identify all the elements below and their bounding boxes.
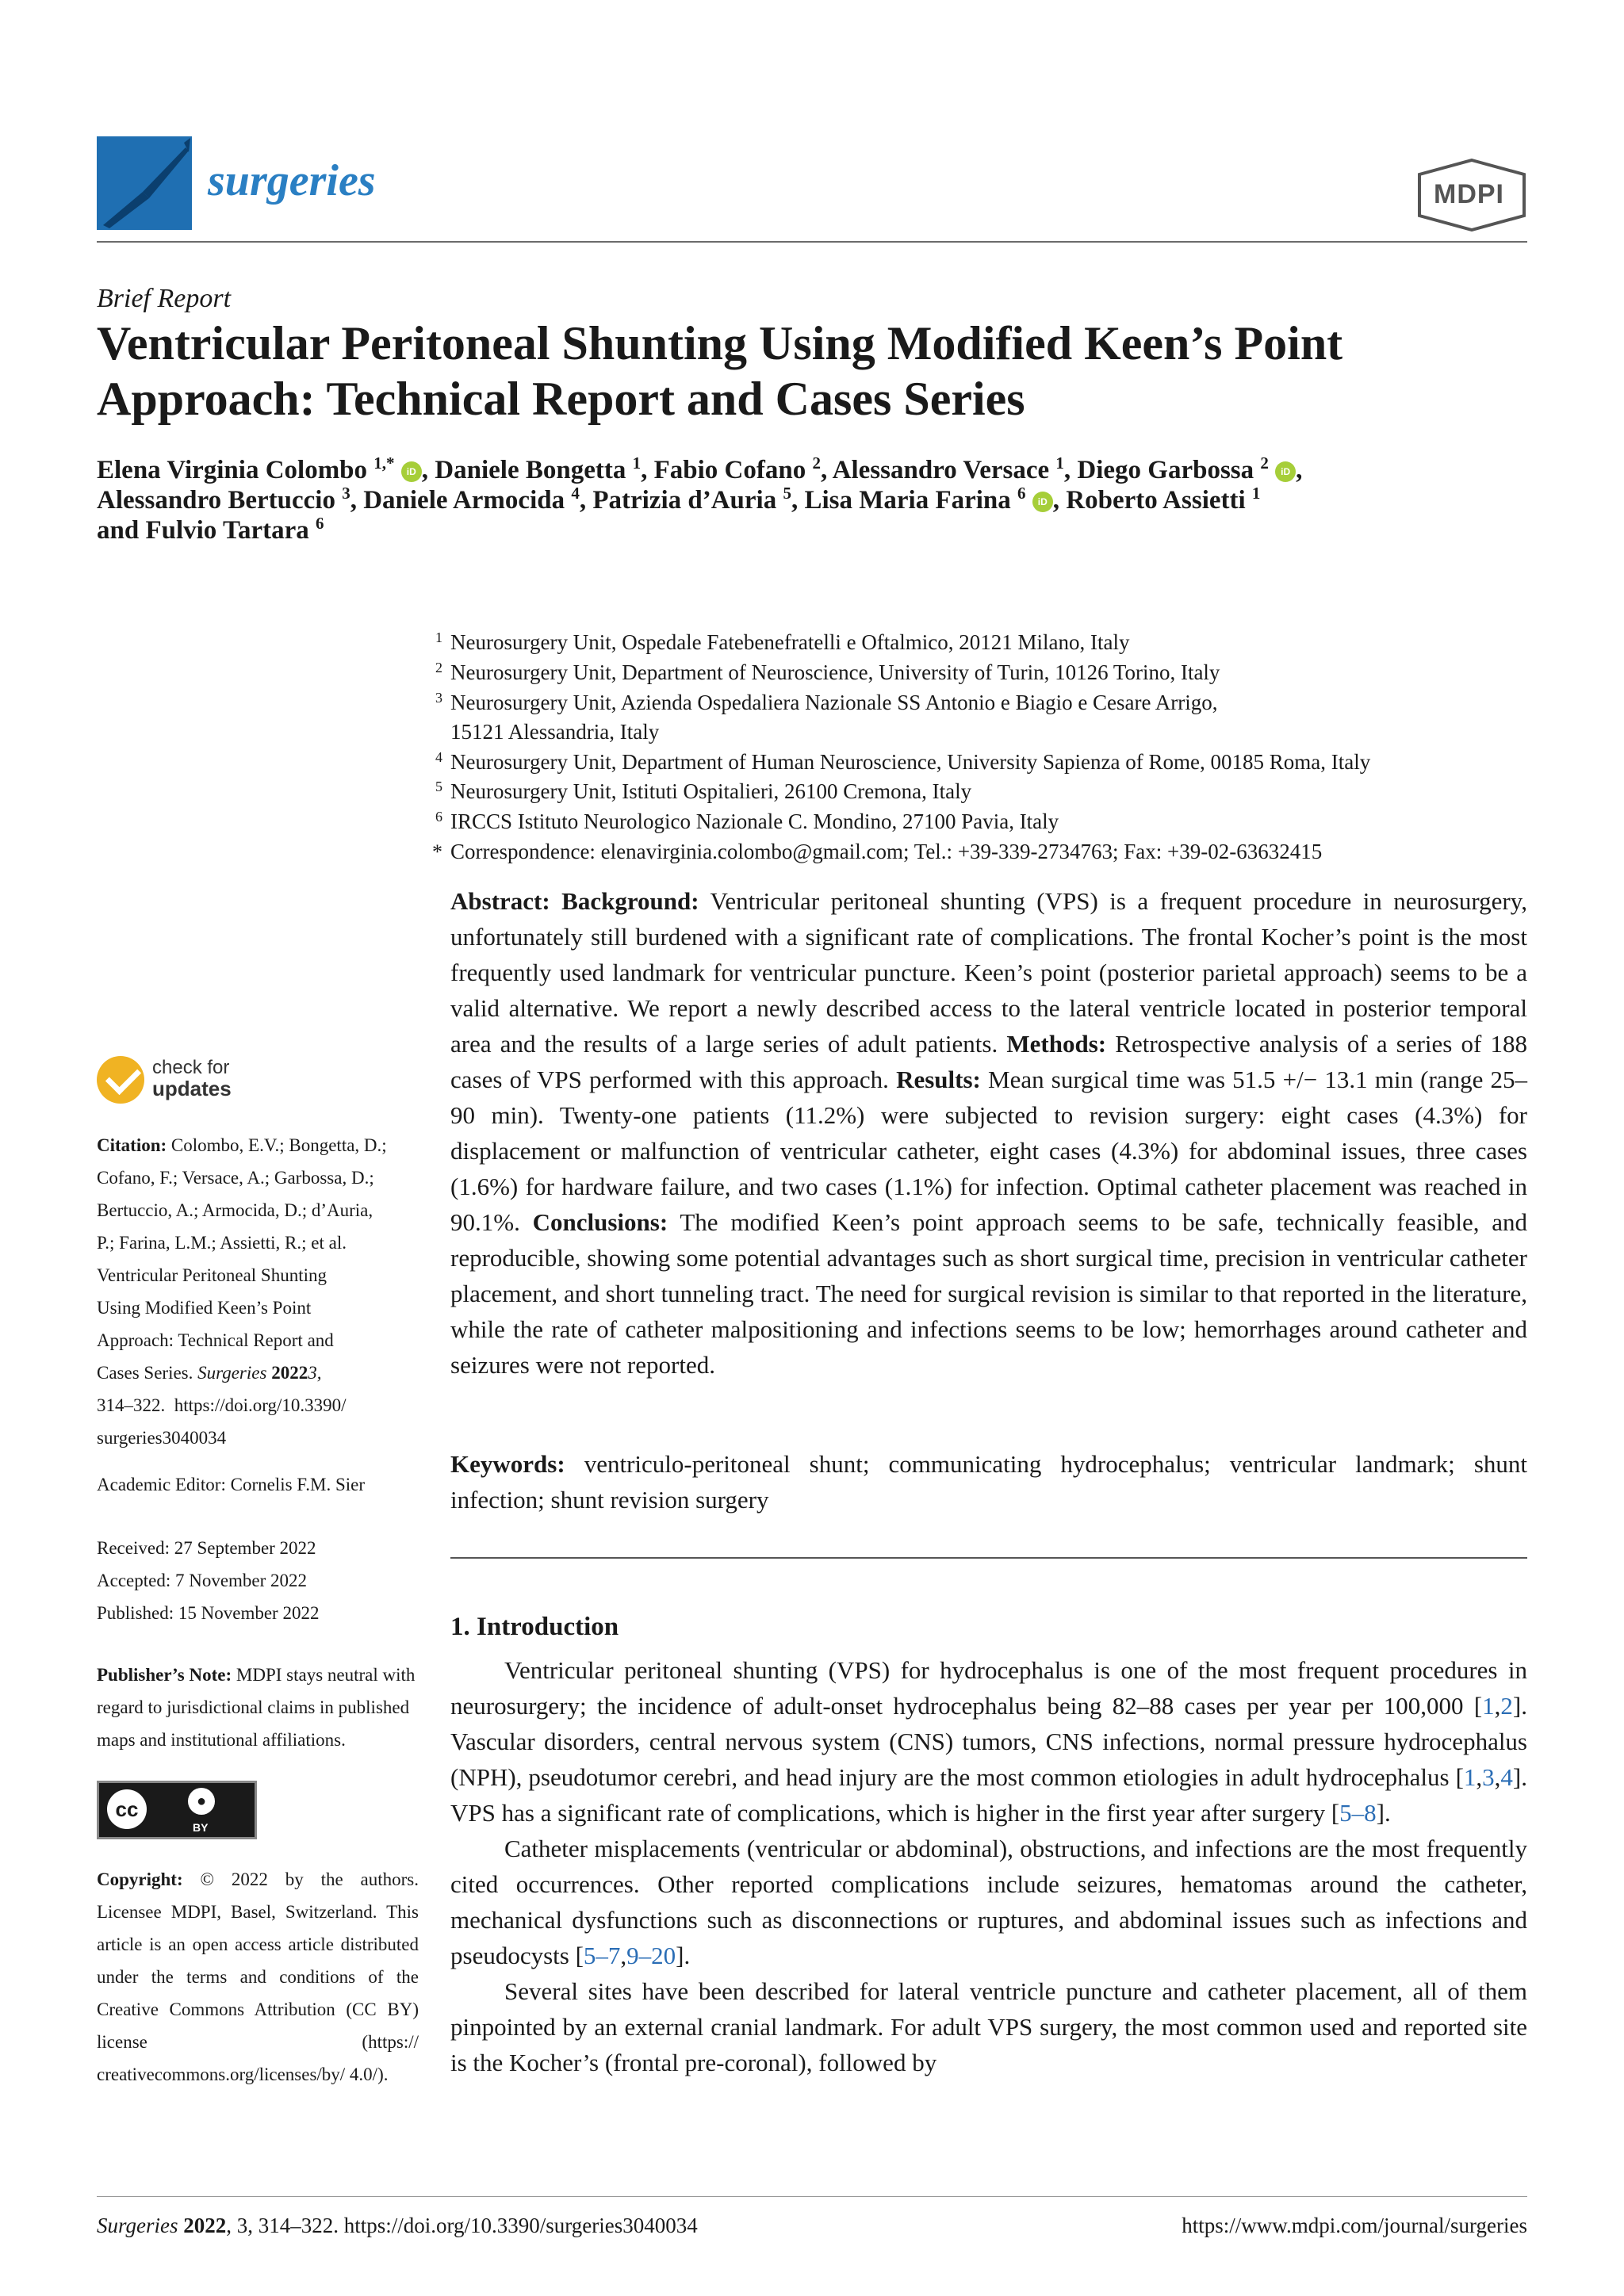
author-separator: ,	[350, 486, 364, 515]
journal-logo	[97, 136, 192, 230]
author-affiliation-sup: 5	[783, 484, 791, 503]
abstract: Abstract: Background: Ventricular peritoneal shunting (VPS) is a frequent procedure in neurosurgery, unfortunately still burdened with a significant rate of complications. The frontal Kocher’s point is the most frequently used landmark for ventricular puncture. Keen’s point (posterior parietal approach) seems to be a valid alternative. We report a newly described access to the lateral ventricle located in posterior temporal area and the results of a large series of adult patients. Methods: Retrospective analysis of a series of 188 cases of VPS performed with this approach. Results: Mean surgical time was 51.5 +/− 13.1 min (range 25–90 min). Twenty-one patients (11.2%) were subjected to revision surgery: eight cases (4.3%) for displacement or malfunction of ventricular catheter, eight cases (4.3%) for abdominal issues, three cases (1.6%) for hardware failure, and two cases (1.1%) for infection. Optimal catheter placement was reached in 90.1%. Conclusions: The modified Keen’s point approach seems to be safe, technically feasible, and reproducible, showing some potential advantages such as short surgical time, precision in ventricular catheter placement, and short tunneling tract. The need for surgical revision is similar to that reported in the literature, while the rate of catheter malpositioning and infections seems to be low; hemorrhages around catheter and seizures were not reported.	[450, 887, 1528, 1379]
author-name: Lisa Maria Farina	[804, 486, 1011, 515]
author-name: Daniele Armocida	[363, 486, 565, 515]
affiliation-item	[435, 628, 1529, 657]
author-affiliation-sup: 2	[812, 453, 821, 473]
affiliation-number: 6	[435, 809, 442, 825]
orcid-icon[interactable]: iD	[1275, 461, 1296, 482]
affiliation-text: Neurosurgery Unit, Department of Neuroscience, University of Turin, 10126 Torino, Italy	[450, 660, 1220, 684]
mdpi-logo[interactable]	[1416, 159, 1527, 232]
author-affiliation-sup: 2	[1260, 453, 1269, 473]
author-name: Roberto Assietti	[1066, 486, 1246, 515]
author-affiliation-sup: 6	[315, 514, 324, 533]
cc-icon: cc	[107, 1789, 147, 1829]
author-affiliation-sup: 6	[1017, 484, 1026, 503]
cc-by-license-badge[interactable]	[97, 1781, 257, 1839]
paragraph: Catheter misplacements (ventricular or abdominal), obstructions, and infections are the most frequently cited occurrences. Other reported complications include seizures, hematomas around the catheter, mechanical dysfunctions such as disconnections or ruptures, and abdominal issues such as infections and pseudocysts [5–7,9–20].	[450, 1835, 1527, 1969]
citation-link[interactable]: 1	[1482, 1692, 1495, 1720]
keywords: Keywords: ventriculo-peritoneal shunt; communicating hydrocephalus; ventricular landmark; shunt infection; shunt revision surgery	[450, 1450, 1528, 1513]
affiliation-number: 5	[435, 779, 442, 794]
affiliation-item	[435, 807, 1529, 836]
attribution-person-icon: ●	[188, 1788, 215, 1815]
author-separator: ,	[1052, 486, 1067, 515]
section-heading-introduction: 1. Introduction	[450, 1613, 619, 1641]
affiliation-text: IRCCS Istituto Neurologico Nazionale C. Mondino, 27100 Pavia, Italy	[450, 809, 1059, 833]
author-separator: ,	[791, 486, 805, 515]
author-separator: ,	[641, 456, 654, 484]
affiliation-number: 3	[435, 690, 442, 706]
author-name: Diego Garbossa	[1077, 456, 1254, 484]
academic-editor: Academic Editor: Cornelis F.M. Sier	[97, 1475, 365, 1494]
footer-divider	[97, 2196, 1527, 2197]
affiliation-item	[435, 688, 1529, 718]
author-separator: ,	[421, 456, 435, 484]
received-date: Received: 27 September 2022	[97, 1538, 316, 1558]
author-affiliation-sup: 1	[632, 453, 642, 473]
affiliation-text[interactable]: Correspondence: elenavirginia.colombo@gmail.com; Tel.: +39-339-2734763; Fax: +39-02-63632415	[450, 840, 1323, 863]
author-separator: ,	[1296, 456, 1303, 484]
author-affiliation-sup: 1	[1055, 453, 1064, 473]
author-separator: ,	[1063, 456, 1078, 484]
published-date: Published: 15 November 2022	[97, 1603, 320, 1623]
introduction-body	[450, 1652, 1527, 2080]
author-affiliation-sup: 1	[1251, 484, 1261, 503]
citation-link[interactable]: 5–8	[1339, 1799, 1377, 1827]
affiliation-text: Neurosurgery Unit, Istituti Ospitalieri, 26100 Cremona, Italy	[450, 779, 972, 803]
copyright-block: Copyright: © 2022 by the authors. Licensee MDPI, Basel, Switzerland. This article is an open access article distributed under the terms and conditions of the Creative Commons Attribution (CC BY) license (https:// creativecommons.org/licenses/by/ 4.0/).	[97, 1869, 419, 2084]
citation-link[interactable]: 1	[1463, 1763, 1477, 1791]
affiliation-item	[435, 748, 1529, 777]
check-for-updates-label[interactable]: check for updates	[152, 1057, 232, 1100]
author-separator: ,	[579, 486, 593, 515]
affiliation-number: 2	[435, 660, 442, 675]
article-type: Brief Report	[97, 284, 232, 313]
affiliation-number: *	[432, 840, 442, 863]
citation-link[interactable]: 3	[1482, 1763, 1495, 1791]
scalpel-icon	[97, 136, 192, 230]
citation-link[interactable]: 5–7	[583, 1942, 621, 1969]
footer-journal-url[interactable]: https://www.mdpi.com/journal/surgeries	[1182, 2214, 1527, 2237]
author-name: Patrizia d’Auria	[592, 486, 777, 515]
affiliation-item	[432, 837, 1529, 867]
affiliation-number: 1	[435, 629, 442, 645]
affiliation-item	[450, 718, 1529, 747]
paragraph: Ventricular peritoneal shunting (VPS) for hydrocephalus is one of the most frequent procedures in neurosurgery; the incidence of adult-onset hydrocephalus being 82–88 cases per year per 100,000 [1,2]. Vascular disorders, central nervous system (CNS) tumors, CNS infections, normal pressure hydrocephalus (NPH), pseudotumor cerebri, and head injury are the most common etiologies in adult hydrocephalus [1,3,4]. VPS has a significant rate of complications, which is higher in the first year after surgery [5–8].	[450, 1656, 1527, 1827]
citation-link[interactable]: 9–20	[626, 1942, 676, 1969]
journal-name[interactable]: surgeries	[208, 156, 376, 205]
affiliation-item	[435, 777, 1529, 806]
header-divider	[97, 241, 1527, 243]
citation-block: Citation: Colombo, E.V.; Bongetta, D.; Cofano, F.; Versace, A.; Garbossa, D.; Bertuccio, A.; Armocida, D.; d’Auria, P.; Farina, L.M.; Assietti, R.; et al. Ventricular Peritoneal Shunting Using Modified Keen’s Point Approach: Technical Report and Cases Series. Surgeries 20223, 314–322. https://doi.org/10.3390/ surgeries3040034	[97, 1135, 387, 1448]
mdpi-logo-text: MDPI	[1434, 179, 1504, 209]
citation-link[interactable]: 2	[1500, 1692, 1513, 1720]
author-name: Fabio Cofano	[653, 456, 806, 484]
author-list	[97, 455, 1527, 545]
citation-doi-link-cont[interactable]: surgeries3040034	[97, 1428, 227, 1448]
footer-citation: Surgeries 2022, 3, 314–322. https://doi.org/10.3390/surgeries3040034	[97, 2214, 698, 2237]
author-name: Elena Virginia Colombo	[97, 456, 368, 484]
affiliation-number: 4	[435, 749, 442, 765]
accepted-date: Accepted: 7 November 2022	[97, 1571, 308, 1590]
author-name: Alessandro Bertuccio	[97, 486, 335, 515]
orcid-icon[interactable]: iD	[1032, 492, 1053, 512]
citation-doi-link[interactable]: https://doi.org/10.3390/	[174, 1395, 347, 1415]
paragraph: Several sites have been described for lateral ventricle puncture and catheter placement, all of them pinpointed by an external cranial landmark. For adult VPS surgery, the most common used and reported site is the Kocher’s (frontal pre-coronal), followed by	[450, 1977, 1527, 2076]
article-title: Ventricular Peritoneal Shunting Using Modified Keen’s Point Approach: Technical Report and Cases Series	[97, 317, 1343, 425]
affiliation-text: Neurosurgery Unit, Ospedale Fatebenefratelli e Oftalmico, 20121 Milano, Italy	[450, 630, 1130, 654]
cc-by-label: BY	[193, 1821, 209, 1834]
author-name: Alessandro Versace	[832, 456, 1050, 484]
affiliation-item	[435, 658, 1529, 687]
author-affiliation-sup: 4	[571, 484, 580, 503]
author-name: and Fulvio Tartara	[97, 516, 309, 545]
affiliation-text: 15121 Alessandria, Italy	[450, 720, 660, 744]
publisher-note: Publisher’s Note: MDPI stays neutral with regard to jurisdictional claims in published maps and institutional affiliations.	[97, 1665, 416, 1750]
affiliation-text: Neurosurgery Unit, Azienda Ospedaliera Nazionale SS Antonio e Biagio e Cesare Arrigo,	[450, 691, 1218, 714]
section-divider	[450, 1557, 1527, 1559]
author-affiliation-sup: 3	[342, 484, 350, 503]
author-name: Daniele Bongetta	[435, 456, 626, 484]
author-separator: ,	[820, 456, 833, 484]
citation-link[interactable]: 4	[1500, 1763, 1513, 1791]
orcid-icon[interactable]: iD	[401, 461, 422, 482]
affiliation-text: Neurosurgery Unit, Department of Human Neuroscience, University Sapienza of Rome, 00185 Roma, Italy	[450, 750, 1371, 774]
author-affiliation-sup: 1,*	[373, 453, 395, 473]
